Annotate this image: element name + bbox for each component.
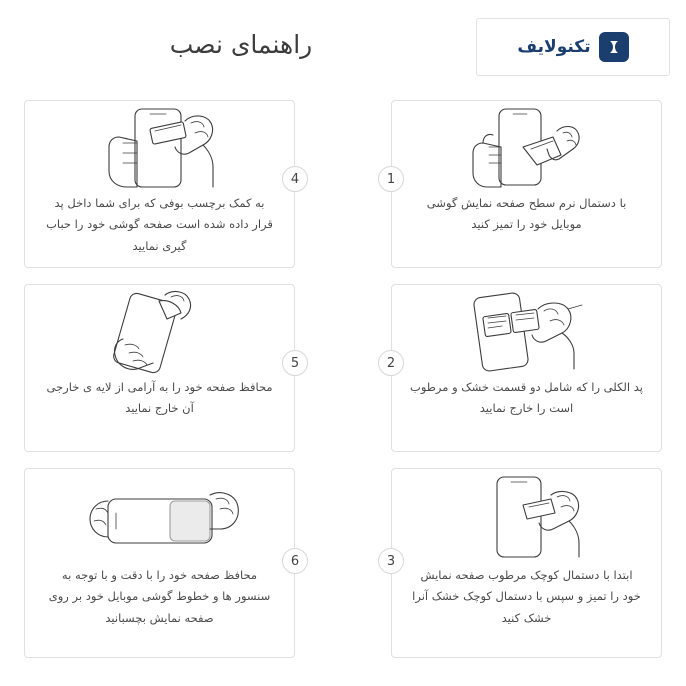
steps-grid: [0, 96, 686, 676]
step-card-2: [391, 284, 662, 452]
step-card-1: [391, 100, 662, 268]
step-caption-5: محافظ صفحه خود را به آرامی از لایه ی خارجی آن خارج نمایید: [46, 380, 273, 416]
step-caption-4: به کمک برچسب بوفی که برای شما داخل پد قرار داده شده است صفحه گوشی خود را حباب گیری نمایید: [46, 196, 273, 253]
brand-logo-text: تکنولایف: [517, 37, 591, 57]
step-caption-3: ابتدا با دستمال کوچک مرطوب صفحه نمایش خود را تمیز و سپس با دستمال کوچک خشک آنرا خشک کنید: [412, 568, 641, 625]
step-number-badge-3: 3: [378, 548, 404, 574]
step-card-3: [391, 468, 662, 658]
hand-cleaning-phone-with-small-wipe-illustration: [392, 469, 661, 565]
page-header: [0, 0, 686, 92]
step-number-badge-1: 1: [378, 166, 404, 192]
page-title: راهنمای نصب: [169, 30, 313, 59]
hand-wiping-phone-screen-with-cloth-illustration: [392, 101, 661, 193]
step-number-badge-5: 5: [282, 350, 308, 376]
hand-opening-alcohol-pad-sachet-illustration: [392, 285, 661, 377]
hands-placing-protector-on-phone-screen-illustration: [25, 469, 294, 565]
technolife-logo-icon: [599, 32, 629, 62]
step-caption-6: محافظ صفحه خود را با دقت و با توجه به سنسور ها و خطوط گوشی موبایل خود بر روی صفحه نمایش بچسبانید: [48, 568, 271, 625]
step-card-4: [24, 100, 295, 268]
step-card-5: [24, 284, 295, 452]
step-caption-1: با دستمال نرم سطح صفحه نمایش گوشی موبایل خود را تمیز کنید: [426, 196, 627, 232]
hands-peeling-protector-outer-layer-illustration: [25, 285, 294, 377]
step-number-badge-6: 6: [282, 548, 308, 574]
step-caption-2: پد الکلی را که شامل دو قسمت خشک و مرطوب است را خارج نمایید: [410, 380, 643, 416]
brand-logo: [476, 18, 670, 76]
step-card-6: [24, 468, 295, 658]
step-number-badge-2: 2: [378, 350, 404, 376]
hand-applying-dust-sticker-on-phone-illustration: [25, 101, 294, 193]
step-number-badge-4: 4: [282, 166, 308, 192]
